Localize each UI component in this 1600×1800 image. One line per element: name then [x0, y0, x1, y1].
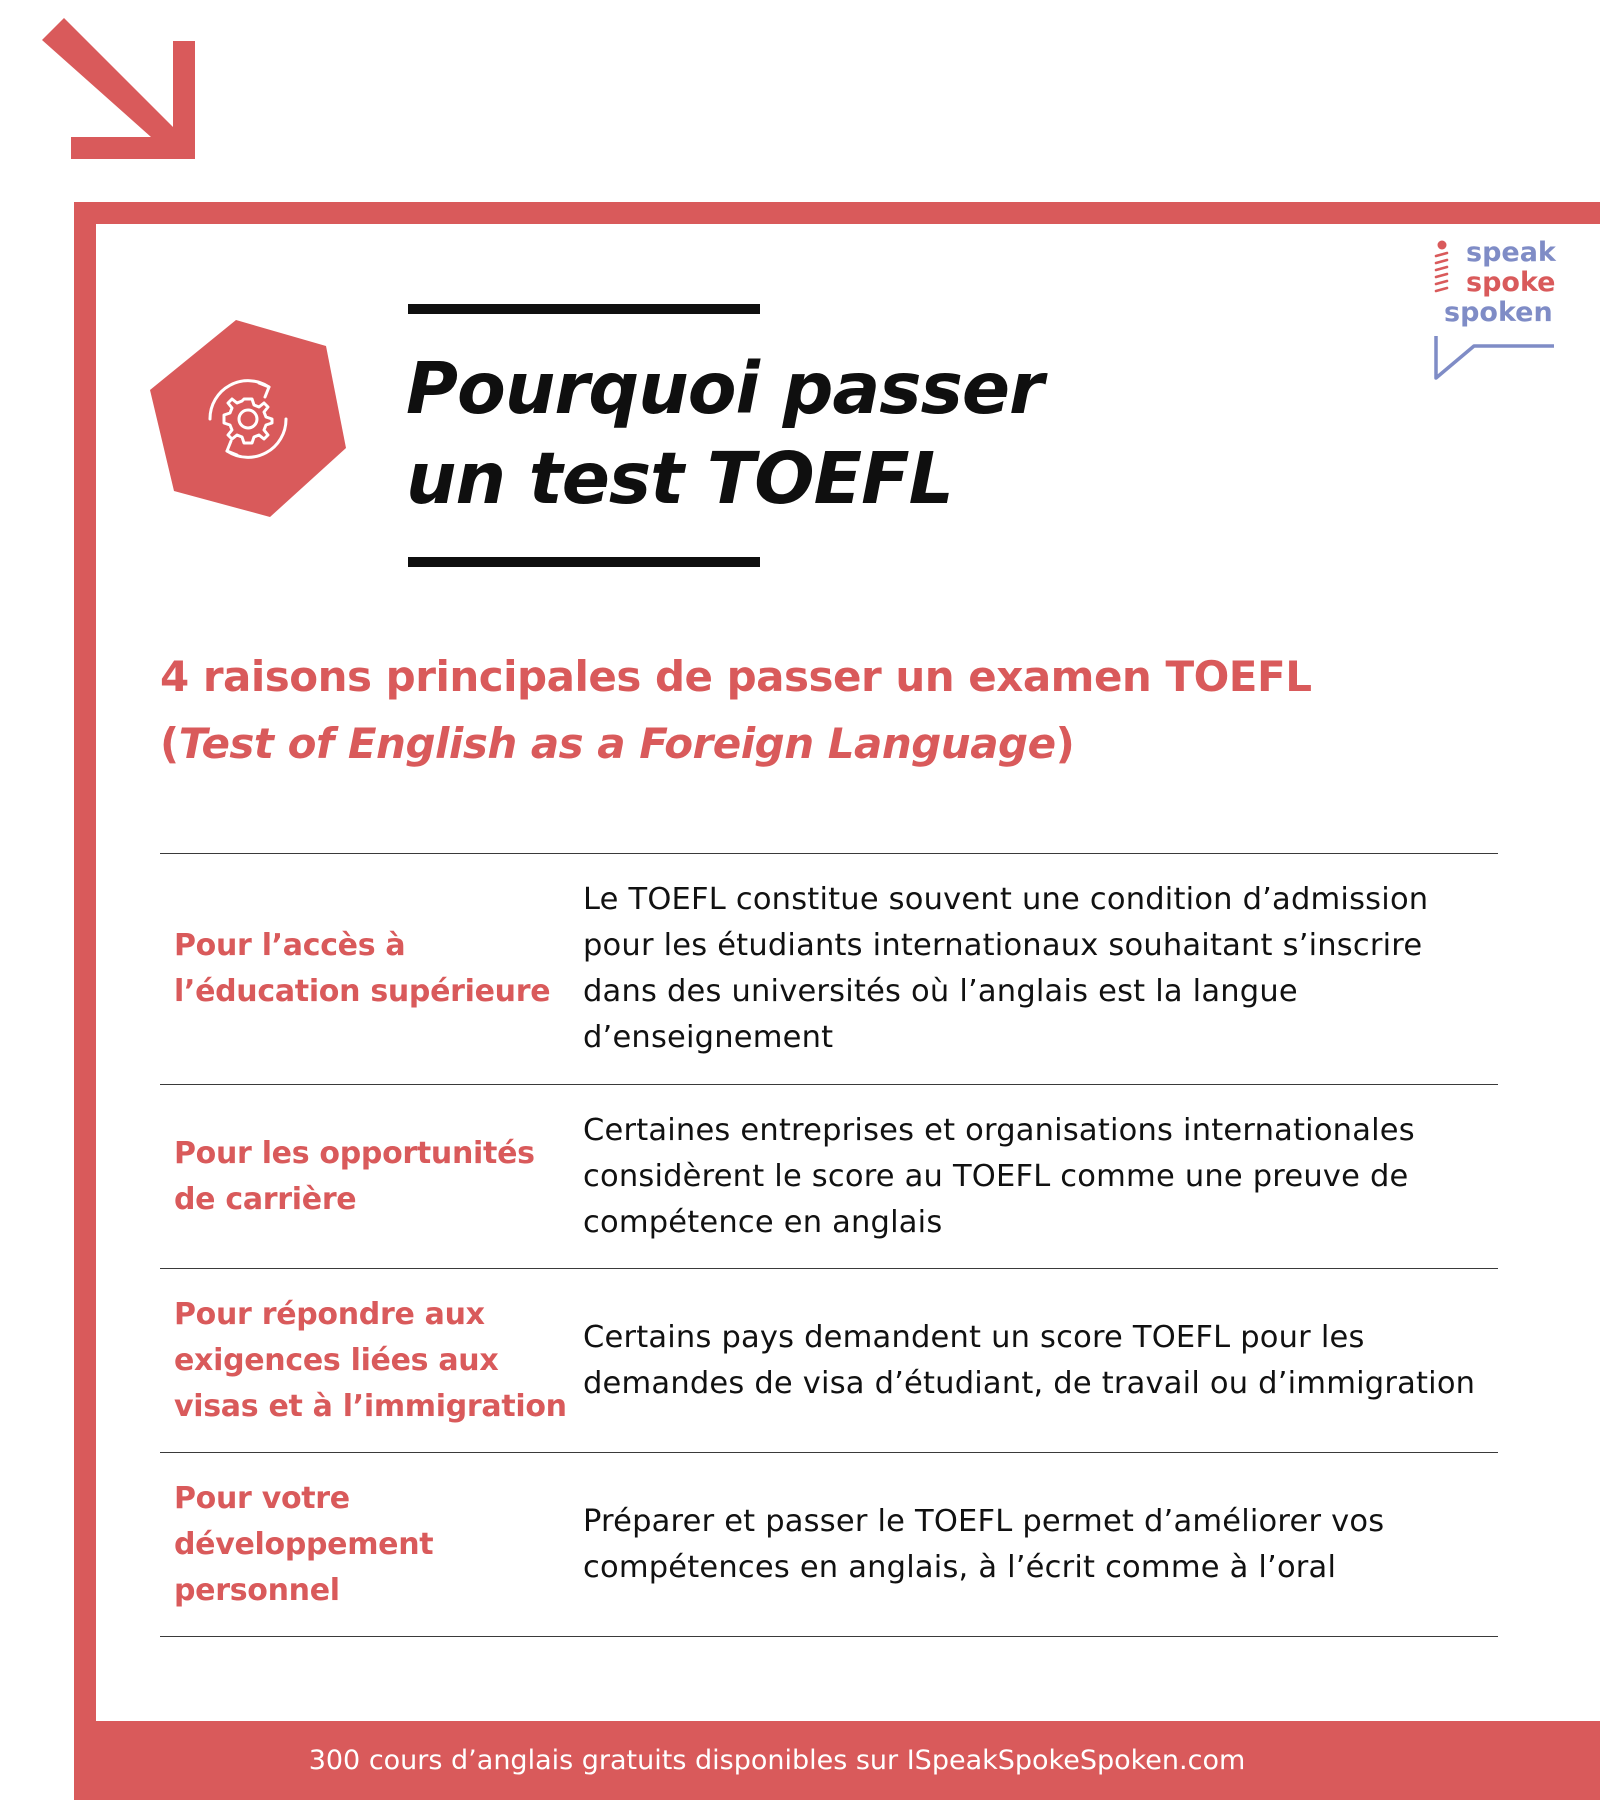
subtitle — [160, 643, 1480, 777]
page-title-line2: un test TOEFL — [406, 437, 953, 520]
reason-description: Préparer et passer le TOEFL permet d’améliorer vos compétences en anglais, à l’écrit comme à l’oral — [583, 1503, 1385, 1585]
table-row — [160, 854, 1498, 1085]
reason-description: Certaines entreprises et organisations internationales considèrent le score au TOEFL comme une preuve de compétence en anglais — [583, 1112, 1415, 1240]
logo-word-spoke: spoke — [1466, 267, 1556, 298]
logo-word-speak: speak — [1466, 237, 1556, 268]
reason-description: Certains pays demandent un score TOEFL pour les demandes de visa d’étudiant, de travail ou d’immigration — [583, 1319, 1476, 1401]
arrow-down-right-icon — [40, 10, 210, 170]
reason-title: Pour répondre aux exigences liées aux visas et à l’immigration — [174, 1296, 567, 1424]
page-title — [406, 344, 1166, 524]
subtitle-english-name: Test of English as a Foreign Language — [178, 719, 1056, 768]
table-row — [160, 1453, 1498, 1637]
footer-text: 300 cours d’anglais gratuits disponibles sur ISpeakSpokeSpoken.com — [308, 1745, 1246, 1776]
gear-refresh-icon — [148, 318, 348, 520]
subtitle-paren-open: ( — [160, 719, 179, 768]
reason-title: Pour votre développement personnel — [174, 1480, 434, 1608]
brand-logo — [1434, 238, 1564, 388]
speech-bubble-tail-icon — [1434, 332, 1554, 384]
page-title-line1: Pourquoi passer — [406, 347, 1044, 430]
table-row — [160, 1269, 1498, 1453]
footer-banner — [74, 1721, 1600, 1800]
logo-word-spoken: spoken — [1444, 297, 1553, 328]
table-row — [160, 1085, 1498, 1269]
title-rule-bottom — [408, 557, 760, 567]
reason-description: Le TOEFL constitue souvent une condition d’admission pour les étudiants internationaux souhaitant s’inscrire dans des universités où l’anglais est la langue d’enseignement — [583, 882, 1429, 1055]
title-rule-top — [408, 304, 760, 314]
reason-title: Pour les opportunités de carrière — [174, 1135, 535, 1217]
reasons-table — [160, 853, 1498, 1637]
subtitle-paren-close: ) — [1055, 719, 1075, 768]
subtitle-line1: 4 raisons principales de passer un examen TOEFL — [160, 652, 1312, 701]
reason-title: Pour l’accès à l’éducation supérieure — [174, 928, 551, 1009]
